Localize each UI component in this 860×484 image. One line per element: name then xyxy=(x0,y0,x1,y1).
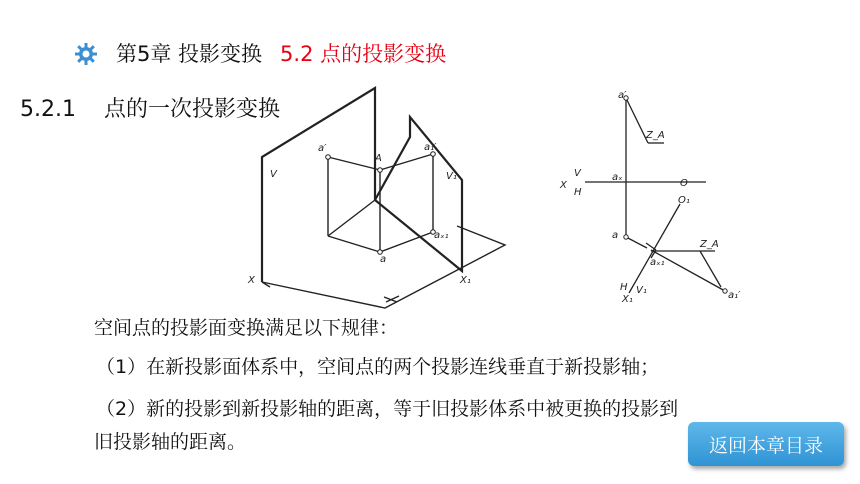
subheading-title: 点的一次投影变换 xyxy=(104,97,281,122)
label-2d-ax: aₓ xyxy=(612,172,623,183)
label-2d-ax1: aₓ₁ xyxy=(650,257,665,268)
label-2d-x: X xyxy=(560,180,567,191)
label-2d-a1-prime: a₁′ xyxy=(728,290,741,301)
label-2d-a-prime: a′ xyxy=(618,90,627,101)
subheading-number: 5.2.1 xyxy=(20,97,76,122)
label-X: X xyxy=(248,275,255,286)
rule-2-continued: 旧投影轴的距离。 xyxy=(94,431,247,453)
label-2d-x1: X₁ xyxy=(622,294,633,305)
label-2d-v: V xyxy=(574,168,581,179)
back-to-chapter-button[interactable] xyxy=(688,422,844,466)
label-2d-za-top: Z_A xyxy=(646,130,665,141)
section-title: 5.2 点的投影变换 xyxy=(280,42,447,66)
label-a-prime: a′ xyxy=(318,143,327,154)
rule-2: （2）新的投影到新投影轴的距离，等于旧投影体系中被更换的投影到 xyxy=(96,398,679,420)
label-a1-prime: a₁′ xyxy=(424,142,437,153)
label-A: A xyxy=(375,153,382,164)
label-2d-a: a xyxy=(612,230,619,241)
label-X1: X₁ xyxy=(460,275,471,286)
label-2d-o1: O₁ xyxy=(678,195,690,206)
back-button-label: 返回本章目录 xyxy=(708,434,823,457)
label-2d-o: O xyxy=(680,178,688,189)
label-2d-za-bottom: Z_A xyxy=(700,239,719,250)
label-2d-h: H xyxy=(574,187,582,198)
label-ax1: aₓ₁ xyxy=(434,230,449,241)
chapter-title: 第5章 投影变换 xyxy=(116,42,263,66)
label-a: a xyxy=(380,254,387,265)
rule-intro: 空间点的投影面变换满足以下规律： xyxy=(94,317,399,339)
label-2d-h2: H xyxy=(620,282,628,293)
label-2d-v1: V₁ xyxy=(636,285,647,296)
label-V1: V₁ xyxy=(446,171,457,182)
label-V: V xyxy=(270,169,277,180)
rule-1: （1）在新投影面体系中，空间点的两个投影连线垂直于新投影轴； xyxy=(96,356,660,378)
